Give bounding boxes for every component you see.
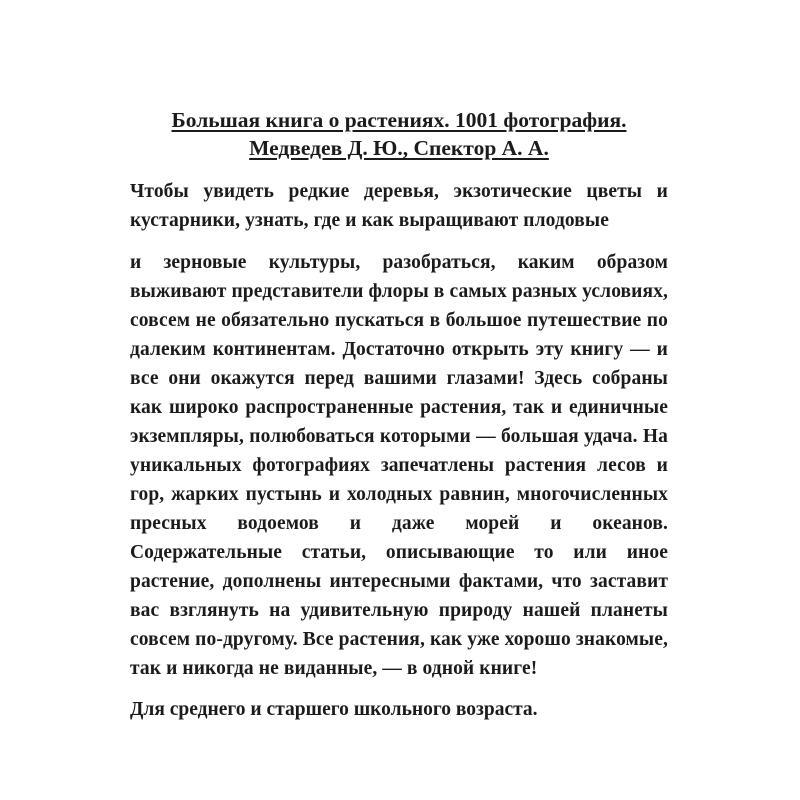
- age-recommendation: Для среднего и старшего школьного возраста.: [130, 699, 538, 720]
- annotation-paragraph-1: Чтобы увидеть редкие деревья, экзотические цветы и кустарники, узнать, где и как выращивают плодовые: [130, 181, 668, 231]
- book-authors: Медведев Д. Ю., Спектор А. А.: [249, 136, 549, 160]
- book-title: [130, 106, 668, 162]
- book-title-line1: Большая книга о растениях. 1001 фотография.: [171, 108, 627, 132]
- text-block: [130, 106, 668, 724]
- annotation-paragraph-2: и зерновые культуры, разобраться, каким образом выживают представители флоры в самых разных условиях, совсем не обязательно пускаться в большое путешествие по далеким континентам. Достаточно открыть эту книгу — и все они окажутся перед вашими глазами! Здесь собраны как широко распространенные растения, так и единичные экземпляры, полюбоваться которыми — большая удача. На уникальных фотографиях запечатлены растения лесов и гор, жарких пустынь и холодных равнин, многочисленных пресных водоемов и даже морей и океанов. Содержательные статьи, описывающие то или иное растение, дополнены интересными фактами, что заставит вас взглянуть на удивительную природу нашей планеты совсем по-другому. Все растения, как уже хорошо знакомые, так и никогда не виданные, — в одной книге!: [130, 252, 668, 679]
